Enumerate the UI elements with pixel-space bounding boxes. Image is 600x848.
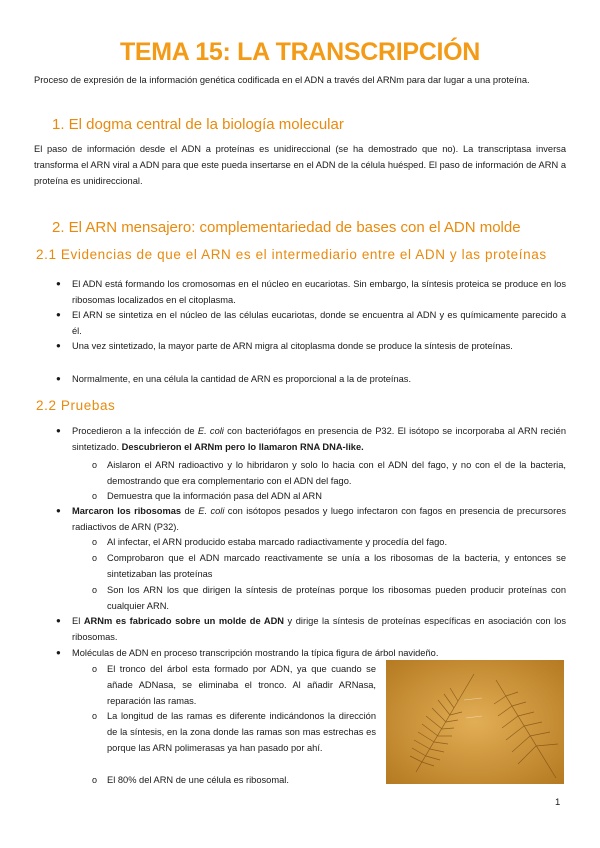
- bullet-icon: ●: [56, 374, 61, 383]
- section-1-heading: 1. El dogma central de la biología molecular: [52, 116, 344, 133]
- micrograph-drawing: [386, 660, 564, 784]
- section-1-text: El paso de información desde el ADN a proteínas es unidireccional (se ha demostrado que no). La transcriptasa inversa transforma el ARN viral a ADN para que este pueda insertarse en el ADN de la célula huésped. El paso de información de ARN a proteína es unidireccional.: [34, 144, 566, 186]
- sub-bullet-icon: o: [92, 664, 98, 674]
- sub-bullet-icon: o: [92, 460, 98, 470]
- list-item: Una vez sintetizado, la mayor parte de ARN migra al citoplasma donde se produce la síntesis de proteínas.: [72, 341, 513, 351]
- sub-list-item: El 80% del ARN de une célula es ribosomal.: [107, 775, 289, 785]
- sub-list-item: Son los ARN los que dirigen la síntesis de proteínas porque los ribosomas pueden producir proteínas con cualquier ARN.: [107, 585, 566, 611]
- bullet-icon: ●: [56, 279, 61, 288]
- intro-paragraph: Proceso de expresión de la información genética codificada en el ADN a través del ARNm para dar lugar a una proteína.: [34, 75, 530, 85]
- sub-list-item: Aislaron el ARN radioactivo y lo hibridaron y solo lo hacia con el ADN del fago, y no con el de la bacteria, demostrando que era complementario con el ADN del fago.: [107, 460, 566, 486]
- sub-list-item: Al infectar, el ARN producido estaba marcado radiactivamente y procedía del fago.: [107, 537, 448, 547]
- sub-bullet-icon: o: [92, 491, 98, 501]
- bullet-icon: ●: [56, 648, 61, 657]
- section-2-heading: 2. El ARN mensajero: complementariedad de bases con el ADN molde: [52, 219, 521, 236]
- list-item: Procedieron a la infección de E. coli con bacteriófagos en presencia de P32. El isótopo se incorporaba al ARN recién sintetizado. Descubrieron el ARNm pero lo llamaron RNA DNA-like.: [72, 426, 566, 452]
- bullet-icon: ●: [56, 616, 61, 625]
- list-item: Normalmente, en una célula la cantidad de ARN es proporcional a la de proteínas.: [72, 374, 412, 384]
- sub-bullet-icon: o: [92, 711, 98, 721]
- sub-bullet-icon: o: [92, 775, 98, 785]
- bullet-icon: ●: [56, 341, 61, 350]
- sub-bullet-icon: o: [92, 553, 98, 563]
- christmas-tree-micrograph: [386, 660, 564, 784]
- subsection-2-1-heading: 2.1 Evidencias de que el ARN es el intermediario entre el ADN y las proteínas: [36, 247, 547, 262]
- page-number: 1: [555, 797, 561, 808]
- bullet-icon: ●: [56, 506, 61, 515]
- page-title: TEMA 15: LA TRANSCRIPCIÓN: [119, 38, 481, 66]
- sub-list-item: El tronco del árbol esta formado por ADN, ya que cuando se añade ADNasa, se eliminaba el tronco. Al añadir ARNasa, reparación las ramas.: [107, 664, 376, 706]
- list-item: Marcaron los ribosomas de E. coli con isótopos pesados y luego infectaron con fagos en presencia de precursores radiactivos de ARN (P32).: [72, 506, 567, 532]
- sub-list-item: La longitud de las ramas es diferente indicándonos la dirección de la síntesis, en la zona donde las ramas son mas estrechas es porque las ARN polimerasas ya han pasado por ahí.: [107, 711, 376, 753]
- sub-bullet-icon: o: [92, 537, 98, 547]
- list-item: El ARNm es fabricado sobre un molde de ADN y dirige la síntesis de proteínas específicas en asociación con los ribosomas.: [72, 616, 566, 642]
- subsection-2-2-heading: 2.2 Pruebas: [36, 398, 116, 413]
- sub-list-item: Comprobaron que el ADN marcado reactivamente se unía a los ribosomas de la bacteria, y entonces se sintetizaban las proteínas: [107, 553, 566, 579]
- sub-bullet-icon: o: [92, 585, 98, 595]
- list-item: El ARN se sintetiza en el núcleo de las células eucariotas, donde se encuentra al ADN y es químicamente parecido a él.: [72, 310, 566, 336]
- list-item: El ADN está formando los cromosomas en el núcleo en eucariotas. Sin embargo, la síntesis proteica se produce en los ribosomas localizados en el citoplasma.: [72, 279, 566, 305]
- bullet-icon: ●: [56, 426, 61, 435]
- sub-list-item: Demuestra que la información pasa del ADN al ARN: [107, 491, 322, 501]
- list-item: Moléculas de ADN en proceso transcripción mostrando la típica figura de árbol navideño.: [72, 648, 439, 658]
- bullet-icon: ●: [56, 310, 61, 319]
